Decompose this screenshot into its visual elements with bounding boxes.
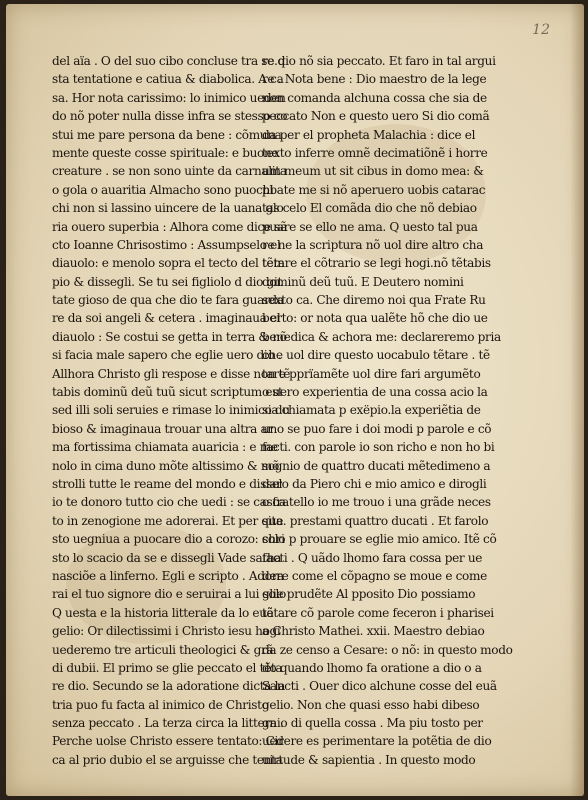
text-line: ria ouero superbia : Alhora come dice sã	[52, 219, 287, 234]
text-line: facti . Q uãdo lhomo fara cossa per ue	[262, 550, 483, 565]
text-line: re ne la scriptura nõ uol dire altro cha	[262, 237, 484, 252]
left-text-column	[52, 52, 290, 769]
text-line: glie prudẽte Al pposito Dio possiamo	[262, 587, 476, 602]
text-line: o uero experientia de una cossa acio la	[262, 385, 488, 400]
text-line: non comanda alchuna cossa che sia de	[262, 90, 487, 105]
book-page	[6, 4, 584, 796]
text-line: berto: or nota qua ualẽte hõ che dio ue	[262, 311, 488, 326]
text-line: tabis dominũ deũ tuũ sicut scriptum est	[52, 385, 283, 400]
text-line: diauolo: e menolo sopra el tecto del tem	[52, 256, 285, 271]
text-line: sexto ca. Che diremo noi qua Frate Ru	[262, 293, 486, 308]
text-line: uirtude & sapientia . In questo modo	[262, 752, 476, 767]
text-line: re . Nota bene : Dio maestro de la lege	[262, 72, 487, 87]
text-line: bioso & imaginaua trouar una altra ar	[52, 421, 273, 436]
text-line: re da soi angeli & cetera . imaginaua el	[52, 311, 281, 326]
text-line: tẽtare cõ parole come feceron i pharisei	[262, 605, 494, 620]
text-line: o gola o auaritia Almacho sono puochi	[52, 182, 274, 197]
text-line: gelio: Or dilectissimi i Christo iesu hogi	[52, 624, 281, 639]
folio-number: 12	[532, 22, 550, 38]
text-line: che uol dire questo uocabulo tẽtare . tẽ	[262, 348, 490, 363]
text-line: rai el tuo signore dio e seruirai a lui solo	[52, 587, 286, 602]
text-line: si facia male sapero che eglie uero dio .	[52, 348, 282, 363]
text-line: sto uegniua a puocare dio a corozo: chri	[52, 532, 285, 547]
text-line: strolli tutte le reame del mondo e dissel	[52, 476, 283, 491]
text-line: texto inferre omnẽ decimatiõnẽ i horre	[262, 145, 488, 160]
text-line: mente queste cosse spirituale: e buone	[52, 145, 279, 160]
text-line: facti. con parole io son richo e non ho bi	[262, 440, 495, 455]
text-line: a Christo Mathei. xxii. Maestro debiao	[262, 624, 485, 639]
text-line: gelio. Non che quasi esso habi dibeso	[262, 697, 480, 712]
text-line: pbate me si nõ aperuero uobis catarac	[262, 182, 486, 197]
text-line: sognio de quattro ducati mẽtedimeno a	[262, 458, 491, 473]
text-line: senza peccato . La terza circa la littera .	[52, 716, 284, 731]
text-line: benedica & achora me: declareremo pria	[262, 329, 501, 344]
text-line: ca al prio dubio el se arguisse che tenta	[52, 752, 283, 767]
text-line: Sancti . Ouer dico alchune cosse del euã	[262, 679, 497, 694]
text-line: nasciõe a linferno. Egli e scripto . Adora	[52, 568, 284, 583]
text-line: creature . se non sono uinte da carnalita	[52, 164, 287, 179]
text-line: puare se ello ne ama. Q uesto tal pua	[262, 219, 478, 234]
text-line: Allhora Christo gli respose e disse non tẽ	[52, 366, 290, 381]
text-line: tas celo El comãda dio che nõ debiao	[262, 201, 477, 216]
text-line: sa. Hor nota carissimo: lo inimico ueden	[52, 90, 286, 105]
text-line: diauolo : Se costui se getta in terra & nõ	[52, 329, 287, 344]
text-line: solo p prouare se eglie mio amico. Itẽ cõ	[262, 532, 497, 547]
text-line: do nõ poter nulla disse infra se stesso co	[52, 109, 288, 124]
text-line: to in zenogione me adorerai. Et per que	[52, 513, 284, 528]
text-line: uedere es perimentare la potẽtia de dio	[262, 734, 492, 749]
text-line: o fratello io me trouo i una grãde neces	[262, 495, 491, 510]
text-line: Q uesta e la historia litterale da lo euã	[52, 605, 274, 620]
text-line: di dubii. El primo se glie peccato el tẽta	[52, 660, 283, 675]
text-line: um meum ut sit cibus in domo mea: &	[262, 164, 484, 179]
text-line: da per el propheta Malachia : dice el	[262, 127, 476, 142]
text-line: cto Ioanne Chrisostimo : Assumpselo el	[52, 237, 281, 252]
text-line: tẽtare el cõtrario se legi hogi.nõ tẽtabis	[262, 256, 491, 271]
text-line: sia chiamata p exëpio.la experiẽtia de	[262, 403, 481, 418]
text-line: tate gioso de qua che dio te fara guarda	[52, 293, 284, 308]
text-line: dere come el cõpagno se moue e come	[262, 568, 487, 583]
text-line: Perche uolse Christo essere tentato: Cir	[52, 734, 284, 749]
text-line: chi non si lassino uincere de la uana glo	[52, 201, 284, 216]
text-line: uederemo tre articuli theologici & grã	[52, 642, 274, 657]
text-line: sita. prestami quattro ducati . Et farolo	[262, 513, 489, 528]
right-text-column	[262, 52, 513, 769]
page-edge	[570, 4, 584, 796]
text-line: re dio nõ sia peccato. Et faro in tal argui	[262, 54, 496, 68]
text-line: sto lo scacio da se e dissegli Vade satha	[52, 550, 282, 565]
text-line: peccato Non e questo uero Si dio comã	[262, 109, 490, 124]
text-line: uno se puo fare i doi modi p parole e cõ	[262, 421, 492, 436]
text-line: re dio. Secundo se la adoratione dicta la	[52, 679, 285, 694]
text-line: stui me pare persona da bene : cõmuna	[52, 127, 282, 142]
text-line: tria puo fu facta al inimico de Christo	[52, 697, 269, 712]
text-line: pio & dissegli. Se tu sei figliolo d dio git	[52, 274, 283, 289]
text-line: nolo in cima duno mõte altissimo & mõ	[52, 458, 279, 473]
text-line: io te donoro tutto cio che uedi : se casca	[52, 495, 286, 510]
text-line: ma fortissima chiamata auaricia : e me	[52, 440, 278, 455]
text-line: dominũ deũ tuũ. E Deutero nomini	[262, 274, 464, 289]
text-line: do quando lhomo fa oratione a dio o a	[262, 660, 482, 675]
text-line: sta tentatione e catiua & diabolica. A ca	[52, 72, 284, 87]
text-line: tare pprïamẽte uol dire fari argumẽto	[262, 366, 481, 381]
text-line: gnio di quella cossa . Ma piu tosto per	[262, 716, 483, 731]
text-line: sed illi soli seruies e rimase lo inimico du	[52, 403, 290, 418]
text-line: del aïa . O del suo cibo concluse tra se.q	[52, 54, 285, 68]
text-line: da ze censo a Cesare: o nõ: in questo modo	[262, 642, 513, 657]
text-line: daro da Piero chi e mio amico e dirogli	[262, 476, 487, 491]
